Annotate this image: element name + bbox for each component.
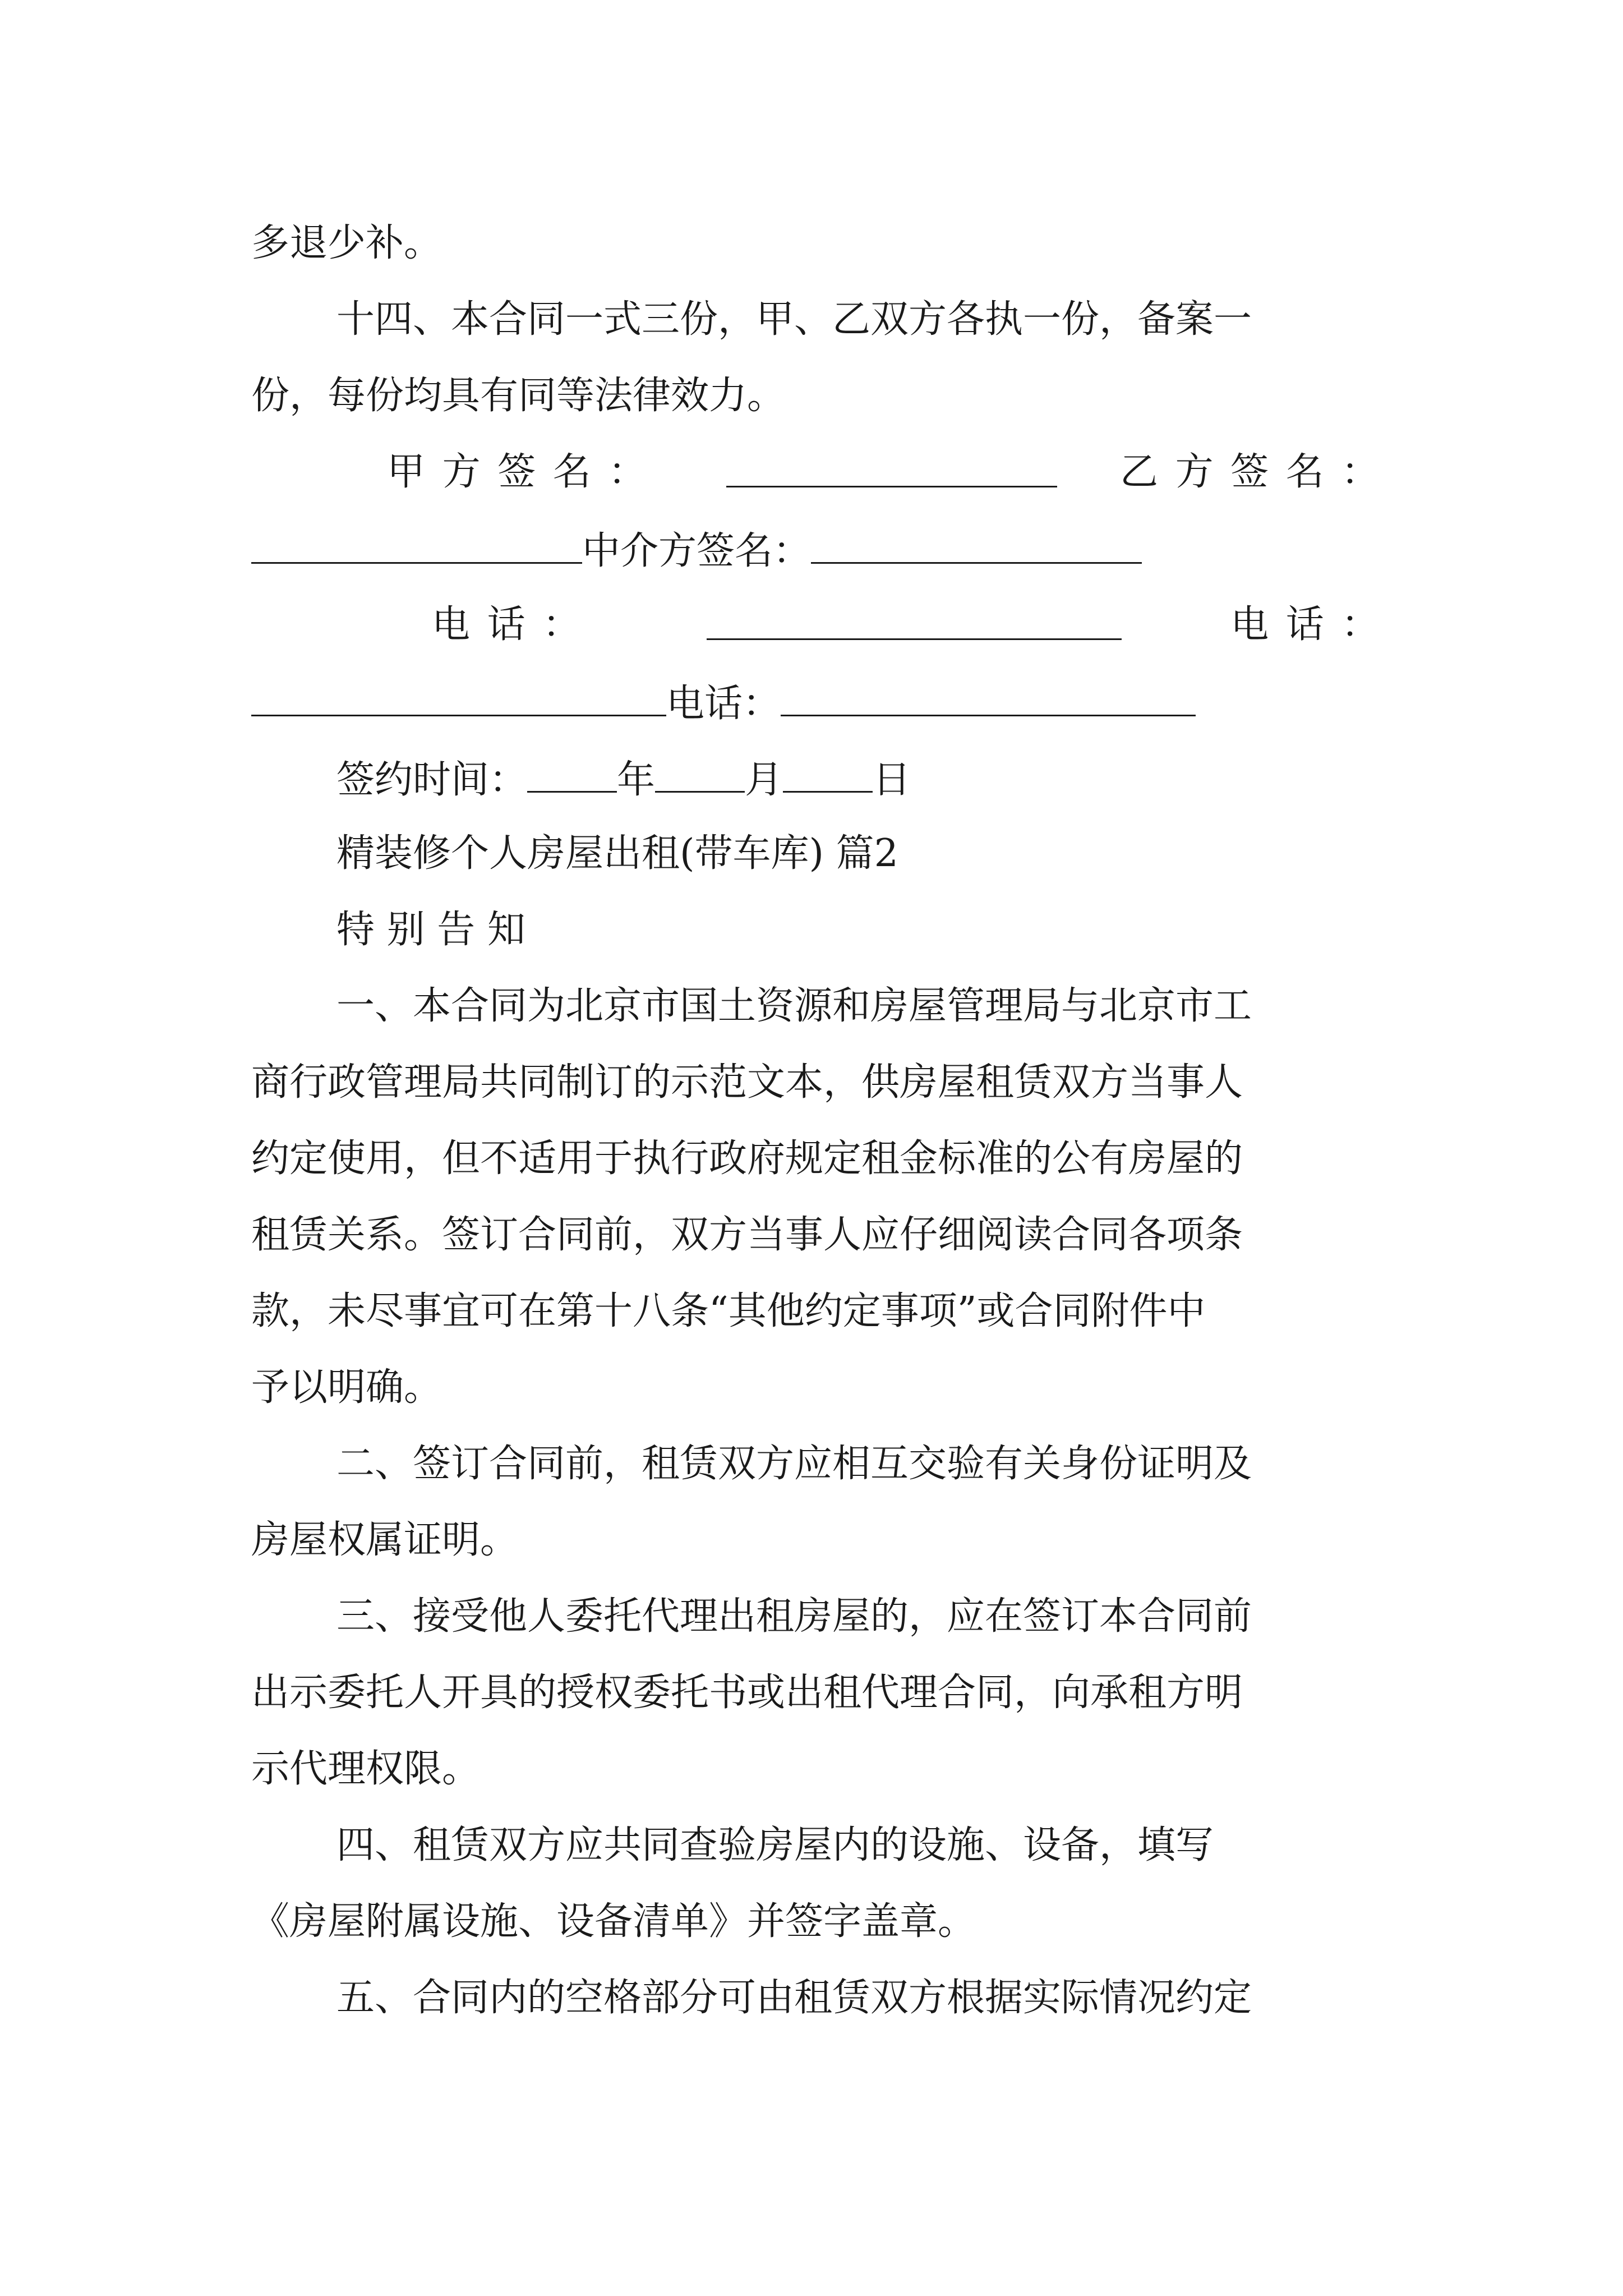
sign-date-label: 签约时间：: [336, 758, 528, 802]
party-a-phone-blank[interactable]: [707, 606, 1122, 640]
party-b-phone-blank[interactable]: [251, 682, 666, 716]
agent-phone-row: [251, 682, 1395, 727]
text-line: 商行政管理局共同制订的示范文本，供房屋租赁双方当事人: [251, 1060, 1243, 1105]
agent-signature-label: 中介方签名：: [582, 529, 811, 573]
party-b-signature-blank[interactable]: [251, 530, 582, 564]
notice-heading: 特 别 告 知: [336, 908, 525, 952]
agent-signature-blank[interactable]: [811, 530, 1142, 564]
day-label: 日: [873, 758, 911, 802]
text-line: 款，未尽事宜可在第十八条“其他约定事项”或合同附件中: [251, 1289, 1206, 1333]
phone-row: [432, 602, 1396, 651]
text-line: 示代理权限。: [251, 1747, 481, 1791]
text-line: 予以明确。: [251, 1365, 442, 1410]
text-line: 十四、本合同一式三份，甲、乙双方各执一份，备案一: [336, 297, 1252, 342]
party-a-signature-label: 甲方签名：: [387, 450, 664, 494]
agent-phone-blank[interactable]: [781, 682, 1196, 716]
text-line: 多退少补。: [251, 221, 442, 265]
text-line: 五、合同内的空格部分可由租赁双方根据实际情况约定: [336, 1976, 1252, 2020]
party-b-signature-label: 乙方签名：: [1119, 450, 1396, 494]
signature-row: [387, 450, 1396, 498]
party-a-phone-label: 电话：: [432, 602, 598, 647]
text-line: 《房屋附属设施、设备清单》并签字盖章。: [251, 1899, 976, 1944]
party-a-signature-blank[interactable]: [726, 453, 1057, 487]
section-title: 精装修个人房屋出租(带车库) 篇2: [336, 831, 898, 876]
text-line: 房屋权属证明。: [251, 1518, 519, 1562]
text-line: 二、签订合同前，租赁双方应相互交验有关身份证明及: [336, 1442, 1252, 1486]
agent-signature-row: [251, 530, 1395, 574]
year-blank[interactable]: [527, 758, 617, 793]
month-blank[interactable]: [655, 758, 745, 793]
sign-date-row: [336, 758, 1396, 803]
party-b-phone-label: 电话：: [1230, 602, 1396, 647]
year-label: 年: [617, 758, 656, 802]
text-line: 三、接受他人委托代理出租房屋的，应在签订本合同前: [336, 1594, 1252, 1639]
text-line: 出示委托人开具的授权委托书或出租代理合同，向承租方明: [251, 1671, 1243, 1715]
text-line: 约定使用，但不适用于执行政府规定租金标准的公有房屋的: [251, 1137, 1243, 1181]
text-line: 租赁关系。签订合同前，双方当事人应仔细阅读合同各项条: [251, 1213, 1243, 1257]
agent-phone-label: 电话：: [666, 682, 781, 726]
text-line: 四、租赁双方应共同查验房屋内的设施、设备，填写: [336, 1823, 1214, 1867]
text-line: 份，每份均具有同等法律效力。: [251, 374, 786, 418]
text-line: 一、本合同为北京市国土资源和房屋管理局与北京市工: [336, 984, 1252, 1028]
month-label: 月: [745, 758, 783, 802]
day-blank[interactable]: [783, 758, 873, 793]
